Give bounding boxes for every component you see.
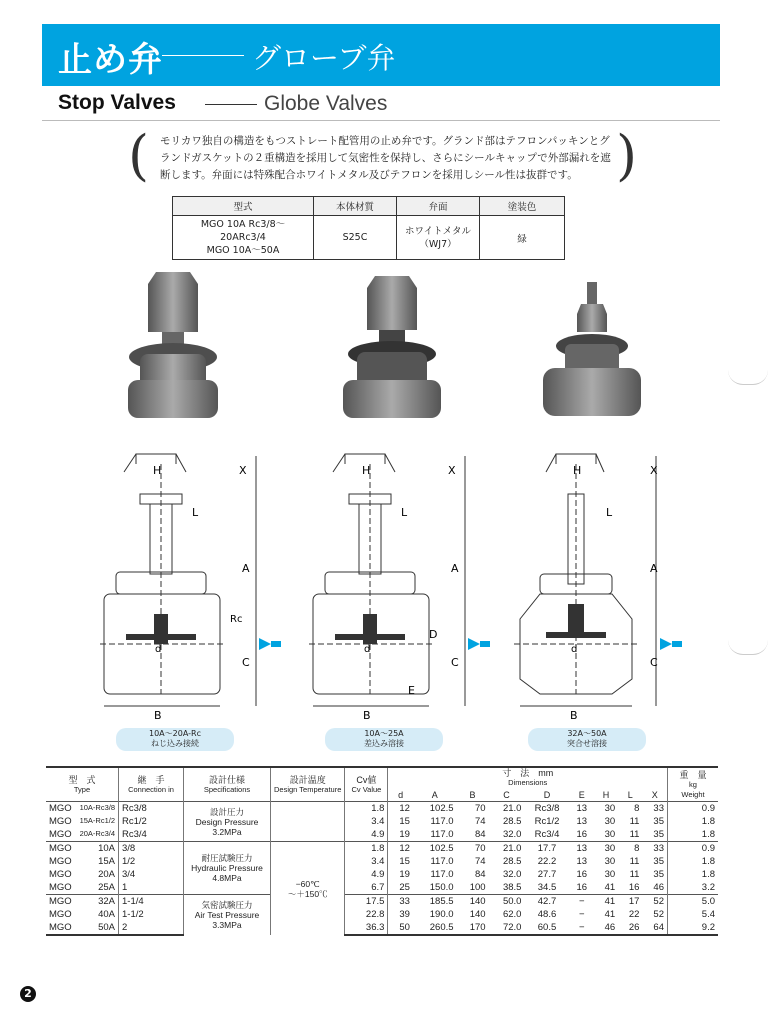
flow-arrow-icon: [660, 638, 672, 650]
cell-connection: 3/4: [119, 868, 184, 881]
cell-A: 102.5: [413, 802, 457, 816]
cell-cv: 1.8: [345, 842, 388, 856]
cell-connection: 1-1/4: [119, 895, 184, 909]
cell-temp: [271, 802, 345, 842]
cell-D: 22.2: [537, 856, 557, 867]
cell-X: 35: [653, 829, 664, 840]
label-X: X: [239, 464, 247, 477]
cell-L: 11: [629, 869, 640, 880]
cell-A: 260.5: [413, 921, 457, 935]
cell-H: 30: [594, 842, 618, 856]
valve-photo-socket: [337, 262, 447, 432]
cell-D: 60.5: [524, 921, 569, 935]
cell-A: 117.0: [430, 869, 454, 880]
caption-butt-weld: [528, 728, 646, 751]
cell-L: 11: [629, 829, 640, 840]
margin-mark: [728, 640, 768, 655]
col-dimensions: [388, 767, 668, 788]
cell-C: 28.5: [502, 856, 522, 867]
label-X: X: [448, 464, 456, 477]
cell-d: 33: [388, 895, 413, 909]
caption-line1: 10A〜25A: [364, 729, 404, 738]
cell-L: 17: [618, 895, 642, 909]
col-cv-en: Cv Value: [351, 784, 382, 794]
cell-d: 39: [388, 908, 413, 921]
label-L: L: [606, 506, 613, 519]
table-row: [46, 895, 718, 909]
spec-header-color: 塗装色: [480, 197, 565, 216]
spec-model: [173, 216, 314, 260]
label-C: C: [650, 656, 658, 669]
flow-arrow-tail: [271, 641, 281, 647]
col-spec-en: Specifications: [203, 784, 251, 794]
cell-cv: 4.9: [345, 828, 388, 842]
col-H: H: [602, 789, 610, 800]
cell-type: [46, 881, 119, 895]
col-connection: [119, 767, 184, 802]
cell-cv: 22.8: [345, 908, 388, 921]
spec-body: S25C: [314, 216, 397, 260]
cell-size: 50A: [98, 922, 115, 933]
cell-size: 15A: [98, 856, 115, 867]
cell-A: 150.0: [429, 882, 454, 893]
valve-photo-butt-weld: [537, 262, 647, 432]
cell-connection: 1-1/2: [119, 908, 184, 921]
cell-connection: Rc3/8: [119, 802, 184, 816]
cell-size: 20A-Rc3/4: [79, 829, 115, 838]
cell-C: 62.0: [502, 909, 522, 920]
label-X: X: [650, 464, 658, 477]
label-B: B: [570, 709, 578, 722]
cell-C: 32.0: [502, 829, 522, 840]
col-weight-jp: 重 量: [679, 769, 707, 780]
cell-type: [46, 895, 119, 909]
label-d: d: [571, 644, 578, 655]
col-type: [46, 767, 119, 802]
cell-B: 70: [457, 842, 489, 856]
table-row: [46, 908, 718, 921]
cell-B: 100: [469, 882, 486, 893]
spec-model-2: MGO 10A〜50A: [206, 245, 280, 256]
spec-seat: [397, 216, 480, 260]
drawing-socket: [305, 444, 495, 722]
spec-color: 緑: [480, 216, 565, 260]
cell-d: 19: [388, 868, 413, 881]
cell-H: 30: [604, 816, 616, 827]
cell-A: 190.0: [429, 909, 454, 920]
page-number: 2: [20, 986, 36, 1002]
drawing-screwed: [96, 444, 286, 722]
cell-H: 41: [604, 882, 616, 893]
col-dimensions-jp: 寸 法 mm: [502, 768, 554, 778]
label-L: L: [192, 506, 199, 519]
col-E: E: [578, 789, 585, 800]
cell-connection: 3/8: [119, 842, 184, 856]
cell-spec: [184, 802, 271, 842]
cell-D: Rc3/8: [524, 802, 569, 816]
page-title-jp: 止め弁: [58, 40, 163, 80]
spec-line: 気密試験圧力: [201, 900, 253, 910]
label-C: C: [242, 656, 250, 669]
cell-weight: 5.4: [668, 908, 719, 921]
spec-header-type: 型式: [173, 197, 314, 216]
cell-H: 46: [594, 921, 618, 935]
cell-type: [46, 815, 119, 828]
cell-D: Rc1/2: [534, 816, 560, 827]
cell-cv: 6.7: [345, 881, 388, 895]
cell-weight: 0.9: [668, 802, 719, 816]
cell-weight: 9.2: [668, 921, 719, 935]
cell-connection: 1: [119, 881, 184, 895]
col-temp-jp: 設計温度: [289, 774, 326, 785]
cell-H: 41: [594, 895, 618, 909]
cell-type: [46, 868, 119, 881]
cell-weight: 1.8: [668, 855, 719, 868]
col-weight-en: Weight: [681, 789, 705, 799]
cell-A: 117.0: [430, 856, 454, 867]
cell-model: MGO: [49, 882, 72, 893]
cell-B: 170: [457, 921, 489, 935]
spec-header-seat: 弁面: [397, 197, 480, 216]
label-A: A: [242, 562, 250, 575]
temp-line: −60℃: [295, 878, 320, 889]
cell-cv: 36.3: [345, 921, 388, 935]
cell-connection: 1/2: [119, 855, 184, 868]
col-L: L: [627, 789, 633, 800]
page-subtitle-en: Globe Valves: [264, 92, 388, 115]
table-row: [46, 881, 718, 895]
cell-connection: 2: [119, 921, 184, 935]
cell-d: 25: [388, 881, 413, 895]
label-H: H: [153, 464, 162, 477]
cell-E: 13: [576, 816, 588, 827]
cell-weight: 1.8: [668, 868, 719, 881]
cell-weight: 0.9: [668, 842, 719, 856]
cell-E: 13: [570, 802, 594, 816]
table-row: [46, 828, 718, 842]
temp-line: 〜＋150℃: [287, 888, 328, 899]
spec-model-1: MGO 10A Rc3/8〜20ARc3/4: [200, 219, 286, 243]
col-temp-en: Design Temperature: [274, 784, 342, 794]
label-D: D: [429, 628, 438, 641]
cell-A: 117.0: [430, 829, 454, 840]
flow-arrow-tail: [480, 641, 490, 647]
table-row: [46, 855, 718, 868]
cell-B: 140: [469, 909, 486, 920]
col-type-en: Type: [73, 784, 91, 794]
cell-L: 11: [629, 856, 640, 867]
cell-B: 140: [457, 895, 489, 909]
cell-E: −: [570, 895, 594, 909]
cell-d: 15: [388, 815, 413, 828]
cell-E: 16: [576, 869, 588, 880]
label-d: d: [155, 644, 162, 655]
col-dimensions-en: Dimensions: [508, 778, 548, 787]
cell-size: 40A: [98, 909, 115, 920]
cell-type: [46, 855, 119, 868]
cell-d: 19: [388, 828, 413, 842]
valve-photo-screwed: [118, 262, 228, 432]
cell-size: 15A-Rc1/2: [79, 816, 115, 825]
label-d: d: [364, 644, 371, 655]
margin-mark: [728, 370, 768, 385]
cell-E: 13: [576, 856, 588, 867]
cell-A: 117.0: [430, 816, 454, 827]
cell-H: 30: [604, 829, 616, 840]
spec-table: [172, 196, 565, 260]
spec-seat-1: ホワイトメタル: [404, 225, 472, 237]
cell-model: MGO: [49, 829, 72, 840]
open-paren: (: [128, 124, 150, 187]
spec-line: 4.8MPa: [212, 873, 242, 883]
cell-C: 28.5: [502, 816, 522, 827]
col-connection-jp: 継 手: [137, 774, 165, 785]
label-B: B: [363, 709, 371, 722]
cell-type: [46, 802, 119, 816]
spec-line: Design Pressure: [195, 816, 259, 827]
table-row: [46, 802, 718, 816]
cell-D: 27.7: [537, 869, 557, 880]
header-rule: [42, 120, 720, 121]
cell-E: 13: [570, 842, 594, 856]
page-title-en: Stop Valves: [58, 91, 176, 114]
cell-E: −: [570, 921, 594, 935]
cell-D: 34.5: [537, 882, 557, 893]
cell-size: 25A: [98, 882, 115, 893]
cell-size: 10A: [98, 843, 115, 854]
cell-H: 41: [604, 909, 616, 920]
cell-L: 8: [618, 802, 642, 816]
col-D: D: [543, 789, 551, 800]
cell-d: 12: [388, 802, 413, 816]
label-A: A: [650, 562, 658, 575]
col-weight-unit: kg: [689, 779, 697, 789]
cell-D: 48.6: [537, 909, 557, 920]
cell-B: 74: [474, 856, 486, 867]
label-C: C: [451, 656, 459, 669]
cell-L: 22: [628, 909, 640, 920]
cell-X: 52: [653, 909, 664, 920]
col-spec: [184, 767, 271, 802]
cell-cv: 4.9: [345, 868, 388, 881]
caption-line2: 差込み溶接: [364, 739, 404, 748]
cell-B: 74: [474, 816, 486, 827]
flow-arrow-icon: [259, 638, 271, 650]
caption-socket: [325, 728, 443, 751]
cell-type: [46, 921, 119, 935]
cell-cv: 3.4: [345, 855, 388, 868]
cell-C: 21.0: [489, 842, 525, 856]
cell-X: 35: [653, 869, 664, 880]
table-row: [46, 815, 718, 828]
col-connection-en: Connection in: [128, 784, 174, 794]
table-row: [46, 842, 718, 856]
cell-model: MGO: [49, 909, 72, 920]
cell-H: 30: [594, 802, 618, 816]
cell-H: 30: [604, 869, 616, 880]
col-B: B: [469, 789, 476, 800]
cell-weight: 5.0: [668, 895, 719, 909]
spec-line: 設計圧力: [209, 806, 244, 817]
label-H: H: [573, 464, 582, 477]
col-cv-jp: Cv値: [356, 774, 377, 785]
flow-arrow-tail: [672, 641, 682, 647]
cell-size: 32A: [98, 896, 115, 907]
cell-C: 38.5: [502, 882, 522, 893]
cell-D: 42.7: [524, 895, 569, 909]
table-row: [46, 921, 718, 935]
cell-connection: Rc3/4: [119, 828, 184, 842]
cell-L: 11: [629, 816, 640, 827]
cell-X: 52: [642, 895, 667, 909]
caption-line2: ねじ込み接続: [151, 739, 199, 748]
spec-seat-2: （WJ7）: [419, 238, 457, 250]
col-weight: [668, 767, 719, 802]
cell-connection: Rc1/2: [119, 815, 184, 828]
cell-B: 70: [457, 802, 489, 816]
intro-text: モリカワ独自の構造をもつストレート配管用の止め弁です。グランド部はテフロンパッキンとグランドガスケットの２重構造を採用して気密性を保持し、さらにシールキャップで外部漏れを遮断します。弁面には特殊配合ホワイトメタル及びテフロンを採用しシール性は抜群です。: [160, 135, 611, 181]
cell-X: 64: [642, 921, 667, 935]
cell-weight: 1.8: [668, 815, 719, 828]
cell-weight: 3.2: [668, 881, 719, 895]
spec-line: 3.2MPa: [212, 826, 242, 837]
drawing-butt-weld: [510, 444, 700, 722]
label-Rc: Rc: [230, 614, 243, 625]
col-A: A: [431, 789, 438, 800]
cell-C: 50.0: [489, 895, 525, 909]
col-spec-jp: 設計仕様: [208, 774, 245, 785]
label-B: B: [154, 709, 162, 722]
cell-d: 50: [388, 921, 413, 935]
cell-d: 12: [388, 842, 413, 856]
col-type-jp: 型 式: [68, 774, 96, 785]
dimensions-body: [46, 802, 718, 936]
flow-arrow-icon: [468, 638, 480, 650]
cell-E: −: [578, 909, 585, 920]
cell-cv: 1.8: [345, 802, 388, 816]
cell-type: [46, 908, 119, 921]
spec-line: Air Test Pressure: [194, 910, 260, 920]
col-cv: [345, 767, 388, 802]
cell-C: 32.0: [502, 869, 522, 880]
close-paren: ): [616, 124, 638, 187]
spec-line: 耐圧試験圧力: [201, 853, 253, 863]
cell-d: 15: [388, 855, 413, 868]
page-subtitle-jp: グローブ弁: [252, 41, 396, 75]
cell-size: 20A: [98, 869, 115, 880]
cell-model: MGO: [49, 869, 72, 880]
cell-model: MGO: [49, 856, 72, 867]
cell-X: 33: [642, 842, 667, 856]
cell-E: 16: [576, 882, 588, 893]
caption-screwed: [116, 728, 234, 751]
cell-D: Rc3/4: [534, 829, 560, 840]
cell-L: 26: [618, 921, 642, 935]
cell-model: MGO: [49, 896, 72, 907]
cell-H: 30: [604, 856, 616, 867]
cell-X: 46: [653, 882, 664, 893]
cell-model: MGO: [49, 922, 72, 933]
cell-model: MGO: [49, 816, 72, 827]
cell-L: 16: [628, 882, 640, 893]
cell-C: 21.0: [489, 802, 525, 816]
cell-D: 17.7: [524, 842, 569, 856]
title-divider: [162, 55, 244, 56]
cell-A: 185.5: [413, 895, 457, 909]
col-temp: [271, 767, 345, 802]
label-L: L: [401, 506, 408, 519]
label-A: A: [451, 562, 459, 575]
cell-type: [46, 828, 119, 842]
cell-temp: [271, 842, 345, 936]
cell-B: 84: [474, 869, 486, 880]
cell-size: 10A-Rc3/8: [79, 803, 115, 812]
cell-X: 35: [653, 816, 664, 827]
table-row: [46, 868, 718, 881]
cell-B: 84: [474, 829, 486, 840]
cell-spec: [184, 895, 271, 936]
spec-line: Hydraulic Pressure: [191, 863, 263, 873]
col-X: X: [651, 789, 658, 800]
spec-header-body: 本体材質: [314, 197, 397, 216]
caption-line2: 突合せ溶接: [567, 739, 607, 748]
cell-L: 8: [618, 842, 642, 856]
caption-line1: 32A〜50A: [567, 729, 607, 738]
caption-line1: 10A〜20A-Rc: [149, 729, 201, 738]
label-E: E: [408, 684, 415, 697]
dimensions-table: [46, 766, 718, 936]
cell-cv: 3.4: [345, 815, 388, 828]
col-d: d: [388, 788, 413, 802]
cell-C: 72.0: [489, 921, 525, 935]
cell-weight: 1.8: [668, 828, 719, 842]
spec-line: 3.3MPa: [212, 920, 242, 930]
label-H: H: [362, 464, 371, 477]
cell-X: 35: [653, 856, 664, 867]
cell-A: 102.5: [413, 842, 457, 856]
cell-X: 33: [642, 802, 667, 816]
cell-spec: [184, 842, 271, 895]
cell-type: [46, 842, 119, 856]
cell-cv: 17.5: [345, 895, 388, 909]
title-en-divider: [205, 104, 257, 105]
cell-E: 16: [576, 829, 588, 840]
col-C: C: [503, 789, 510, 800]
cell-model: MGO: [49, 803, 72, 814]
cell-model: MGO: [49, 843, 72, 854]
